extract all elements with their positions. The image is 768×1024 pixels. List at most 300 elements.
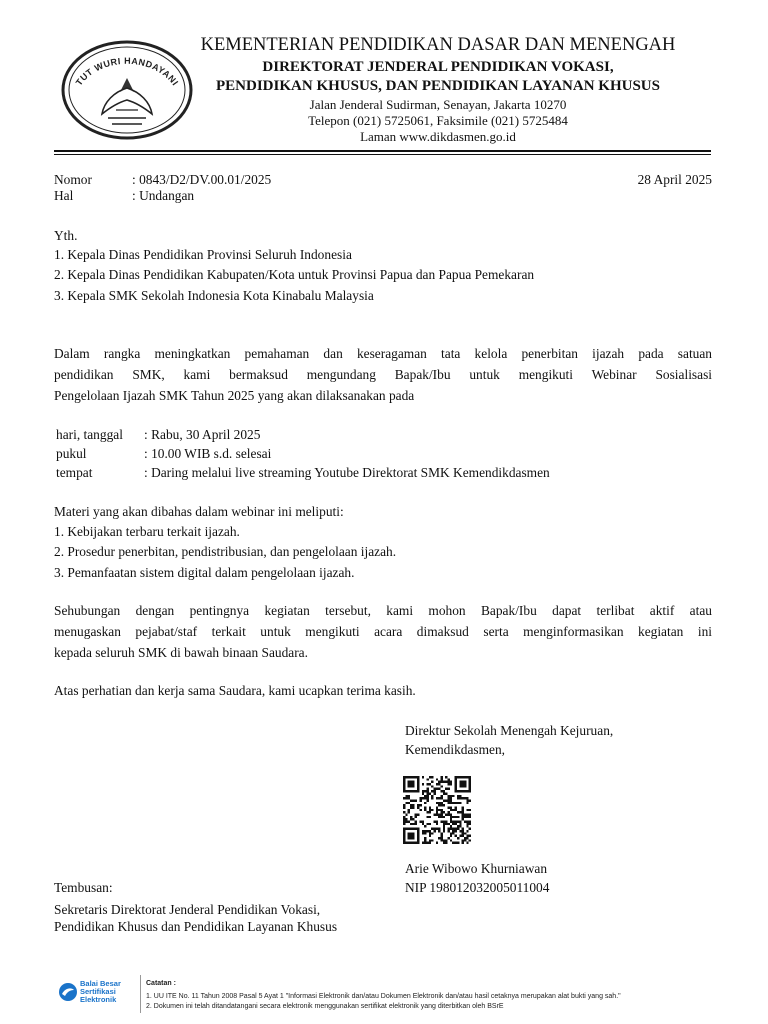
qr-module [436,811,438,813]
qr-module [417,804,419,806]
qr-module [455,823,457,825]
qr-module [424,790,426,792]
qr-module [426,778,428,780]
qr-module [443,842,445,844]
qr-module [457,821,459,823]
qr-module [429,809,431,811]
qr-module [429,830,431,832]
qr-module [455,788,457,790]
qr-module [466,809,468,811]
qr-module [443,823,445,825]
qr-module [443,811,445,813]
qr-module [452,842,454,844]
qr-module [403,811,405,813]
qr-module [448,814,450,816]
qr-module [455,790,457,792]
qr-module [445,823,447,825]
qr-module [441,797,443,799]
qr-module [448,778,450,780]
qr-module [450,783,452,785]
qr-module [457,790,459,792]
qr-module [462,842,464,844]
qr-module [455,816,457,818]
qr-module [412,818,414,820]
qr-module [459,823,461,825]
qr-module [417,842,419,844]
qr-module [419,804,421,806]
footer-note: 2. Dokumen ini telah ditandatangani secara elektronik menggunakan sertifikat elektronik yang diterbitkan oleh BSrE [146,1003,504,1010]
qr-module [410,806,412,808]
qr-module [462,781,464,783]
qr-module [452,828,454,830]
qr-module [417,790,419,792]
qr-module [403,835,405,837]
bsre-name [80,980,121,1004]
qr-module [448,781,450,783]
qr-module [469,821,471,823]
qr-module [443,830,445,832]
qr-module [457,795,459,797]
qr-module [422,783,424,785]
qr-module [436,802,438,804]
qr-module [441,816,443,818]
qr-module [469,823,471,825]
qr-module [450,795,452,797]
qr-module [438,802,440,804]
qr-module [469,816,471,818]
qr-module [450,809,452,811]
website: Laman www.dikdasmen.go.id [360,129,516,144]
qr-module [438,781,440,783]
signatory-name: Arie Wibowo Khurniawan [405,861,548,876]
qr-module [408,811,410,813]
qr-module [419,821,421,823]
bsre-logo-icon [58,982,78,1002]
qr-module [424,806,426,808]
qr-module [424,830,426,832]
directorate-name-line1: DIREKTORAT JENDERAL PENDIDIKAN VOKASI, [262,59,614,75]
footer-note: 1. UU ITE No. 11 Tahun 2008 Pasal 5 Ayat 1 "Informasi Elektronik dan/atau Dokumen Elektronik dan/atau hasil cetaknya merupakan alat bukti yang sah." [146,993,621,1000]
cc-label: Tembusan: [54,880,113,895]
qr-module [403,837,405,839]
qr-module [403,804,405,806]
qr-module [450,828,452,830]
qr-module [443,804,445,806]
qr-module [403,830,405,832]
qr-module [466,797,468,799]
qr-module [462,816,464,818]
qr-module [455,783,457,785]
qr-module [450,835,452,837]
qr-module [410,804,412,806]
qr-module [408,809,410,811]
qr-module [408,832,410,834]
qr-module [431,781,433,783]
bsre-line: Balai Besar [80,979,121,988]
qr-module [466,825,468,827]
qr-module [448,802,450,804]
qr-module [403,839,405,841]
qr-module [412,823,414,825]
qr-module [403,823,405,825]
qr-module [462,830,464,832]
qr-module [426,811,428,813]
qr-module [412,842,414,844]
intro-line: Pengelolaan Ijazah SMK Tahun 2025 yang akan dilaksanakan pada [54,388,415,403]
qr-module [448,837,450,839]
qr-module [441,821,443,823]
qr-module [469,790,471,792]
qr-module [466,776,468,778]
qr-module [436,783,438,785]
qr-module [410,776,412,778]
request-paragraph [54,600,712,663]
qr-module [455,821,457,823]
qr-module [443,781,445,783]
qr-module [469,788,471,790]
qr-module [415,790,417,792]
qr-module [426,799,428,801]
qr-module [405,828,407,830]
qr-module [445,842,447,844]
qr-module [433,821,435,823]
qr-module [403,816,405,818]
qr-module [408,835,410,837]
qr-module [417,835,419,837]
qr-module [462,809,464,811]
event-day-value: : Rabu, 30 April 2025 [144,427,261,442]
qr-module [469,778,471,780]
qr-module [450,821,452,823]
qr-module [431,797,433,799]
qr-module [415,816,417,818]
qr-module [410,781,412,783]
recipient-item: 3. Kepala SMK Sekolah Indonesia Kota Kinabalu Malaysia [54,288,374,303]
qr-module [436,821,438,823]
qr-module [459,776,461,778]
qr-module [426,795,428,797]
qr-module [426,830,428,832]
qr-module [464,797,466,799]
qr-module [426,790,428,792]
qr-module [448,788,450,790]
qr-module [412,828,414,830]
qr-module [424,825,426,827]
qr-module [408,781,410,783]
qr-module [469,835,471,837]
qr-module [445,788,447,790]
qr-module [426,792,428,794]
qr-module [462,776,464,778]
qr-module [408,795,410,797]
qr-module [443,839,445,841]
qr-module [441,814,443,816]
qr-module [445,781,447,783]
qr-module [410,799,412,801]
qr-module [469,839,471,841]
qr-module [412,799,414,801]
signatory-title: Direktur Sekolah Menengah Kejuruan, [405,723,614,738]
qr-module [422,792,424,794]
closing-sentence: Atas perhatian dan kerja sama Saudara, kami ucapkan terima kasih. [54,683,416,698]
qr-module [429,783,431,785]
bsre-line: Elektronik [80,995,117,1004]
qr-module [403,776,405,778]
qr-module [403,797,405,799]
qr-module [459,781,461,783]
request-line: menugaskan pejabat/staf terkait untuk mengikuti acara dimaksud serta menginformasikan kegiatan ini [54,624,712,639]
qr-module [433,788,435,790]
qr-module [412,837,414,839]
qr-module [441,790,443,792]
qr-module [436,814,438,816]
salutation: Yth. [54,228,78,243]
qr-module [457,825,459,827]
qr-module [455,830,457,832]
qr-module [455,842,457,844]
qr-module [408,783,410,785]
event-day-label: hari, tanggal [56,427,123,442]
qr-module [464,776,466,778]
qr-module [457,842,459,844]
recipient-item: 2. Kepala Dinas Pendidikan Kabupaten/Kota untuk Provinsi Papua dan Papua Pemekaran [54,267,535,282]
materials-item: 3. Pemanfaatan sistem digital dalam pengelolaan ijazah. [54,565,355,580]
qr-module [417,778,419,780]
qr-module [445,821,447,823]
qr-module [429,823,431,825]
qr-module [415,842,417,844]
qr-module [405,802,407,804]
qr-module [462,818,464,820]
qr-module [410,842,412,844]
qr-module [412,776,414,778]
qr-module [459,783,461,785]
qr-module [462,832,464,834]
event-place-label: tempat [56,465,93,480]
qr-module [438,788,440,790]
qr-module [424,842,426,844]
qr-module [462,839,464,841]
qr-module [436,788,438,790]
qr-module [455,781,457,783]
qr-module [408,790,410,792]
qr-module [462,806,464,808]
qr-module [415,823,417,825]
qr-module [452,802,454,804]
qr-module [408,821,410,823]
qr-module [431,790,433,792]
qr-module [431,828,433,830]
qr-module [450,832,452,834]
qr-module [441,785,443,787]
qr-module [462,835,464,837]
qr-module [457,797,459,799]
qr-module [436,809,438,811]
qr-module [441,809,443,811]
qr-module [429,835,431,837]
qr-module [429,839,431,841]
qr-module [466,799,468,801]
qr-module [457,816,459,818]
qr-module [410,823,412,825]
qr-module [410,835,412,837]
qr-module [459,790,461,792]
qr-module [443,825,445,827]
qr-module [443,816,445,818]
qr-module [424,802,426,804]
signatory-institution: Kemendikdasmen, [405,742,506,757]
qr-module [464,816,466,818]
qr-module [426,797,428,799]
qr-module [431,809,433,811]
qr-module [410,837,412,839]
directorate-name-line2: PENDIDIKAN KHUSUS, DAN PENDIDIKAN LAYANAN KHUSUS [216,78,660,94]
qr-module [417,832,419,834]
qr-module [448,797,450,799]
nomor-label: Nomor [54,172,92,187]
qr-module [466,816,468,818]
qr-module [450,799,452,801]
qr-module [459,797,461,799]
qr-module [424,795,426,797]
qr-module [415,821,417,823]
qr-module [457,837,459,839]
qr-module [464,814,466,816]
qr-module [422,790,424,792]
qr-module [450,816,452,818]
qr-module [417,781,419,783]
qr-module [469,783,471,785]
qr-module [410,816,412,818]
qr-module [448,811,450,813]
cc-recipient-line1: Sekretaris Direktorat Jenderal Pendidikan Vokasi, [54,902,321,917]
qr-module [438,816,440,818]
qr-module [405,795,407,797]
qr-module [462,828,464,830]
qr-module [466,823,468,825]
qr-module [455,776,457,778]
qr-module [415,799,417,801]
tut-wuri-handayani-logo [60,40,194,144]
qr-module [412,781,414,783]
qr-module [455,809,457,811]
qr-module [450,814,452,816]
qr-module [405,842,407,844]
qr-module [466,814,468,816]
qr-module [455,828,457,830]
qr-module [455,802,457,804]
qr-module [422,776,424,778]
qr-module [405,776,407,778]
materials-item: 1. Kebijakan terbaru terkait ijazah. [54,524,240,539]
qr-module [408,837,410,839]
qr-module [438,828,440,830]
qr-module [450,806,452,808]
qr-module [424,809,426,811]
qr-module [450,781,452,783]
qr-module [441,804,443,806]
qr-module [426,783,428,785]
qr-module [457,776,459,778]
qr-module [408,776,410,778]
qr-module [466,802,468,804]
qr-module [436,842,438,844]
qr-module [438,837,440,839]
qr-module [452,795,454,797]
qr-module [452,821,454,823]
signatory-nip: NIP 198012032005011004 [405,880,550,895]
qr-module [424,832,426,834]
qr-module [448,828,450,830]
qr-module [417,830,419,832]
qr-module [452,823,454,825]
qr-module [466,842,468,844]
qr-module [441,811,443,813]
qr-module [466,835,468,837]
phone-fax: Telepon (021) 5725061, Faksimile (021) 5725484 [308,113,568,128]
materials-item: 2. Prosedur penerbitan, pendistribusian, dan pengelolaan ijazah. [54,544,397,559]
qr-module [408,828,410,830]
qr-module [431,785,433,787]
qr-module [448,806,450,808]
qr-module [438,809,440,811]
qr-module [450,802,452,804]
qr-module [450,797,452,799]
qr-module [429,806,431,808]
qr-module [422,821,424,823]
qr-module [455,778,457,780]
qr-module [412,785,414,787]
letter-date: 28 April 2025 [637,172,712,187]
qr-module [462,785,464,787]
qr-module [455,806,457,808]
signature-qr-code [403,776,471,844]
qr-module [436,778,438,780]
qr-module [412,832,414,834]
hal-label: Hal [54,188,74,203]
qr-module [429,842,431,844]
qr-module [417,783,419,785]
qr-module [419,797,421,799]
qr-module [403,818,405,820]
qr-module [429,792,431,794]
qr-module [441,776,443,778]
qr-module [429,776,431,778]
qr-module [445,799,447,801]
qr-module [459,821,461,823]
qr-module [424,839,426,841]
qr-module [459,785,461,787]
qr-module [438,783,440,785]
qr-module [412,806,414,808]
bsre-line: Sertifikasi [80,987,116,996]
qr-module [405,797,407,799]
qr-module [426,788,428,790]
qr-module [417,837,419,839]
qr-module [422,830,424,832]
qr-module [443,790,445,792]
qr-module [429,811,431,813]
qr-module [410,785,412,787]
qr-module [438,797,440,799]
qr-module [443,799,445,801]
qr-module [415,776,417,778]
qr-module [403,842,405,844]
qr-module [408,785,410,787]
request-line: kepada seluruh SMK di bawah binaan Saudara. [54,645,308,660]
event-place-value: : Daring melalui live streaming Youtube Direktorat SMK Kemendikdasmen [144,465,550,480]
qr-module [436,806,438,808]
